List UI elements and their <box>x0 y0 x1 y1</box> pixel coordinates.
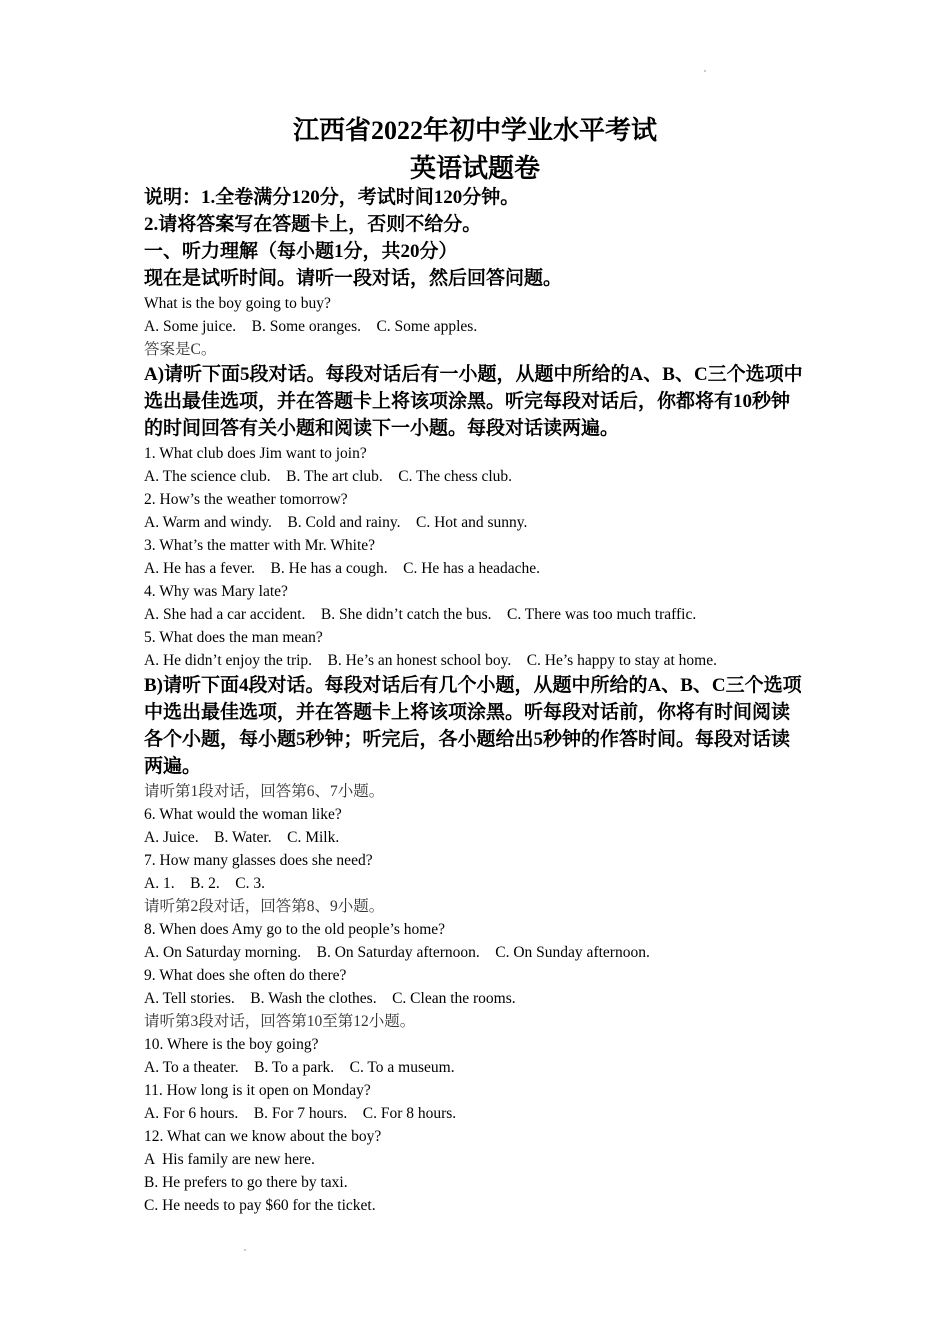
question: 12. What can we know about the boy? <box>144 1128 382 1145</box>
trial-answer: 答案是C。 <box>144 341 217 358</box>
question: 1. What club does Jim want to join? <box>144 445 367 462</box>
option-line: A His family are new here. <box>144 1151 315 1168</box>
scan-speck <box>244 1249 246 1251</box>
question: 11. How long is it open on Monday? <box>144 1082 371 1099</box>
question-options: A. On Saturday morning. B. On Saturday afternoon. C. On Sunday afternoon. <box>144 944 650 961</box>
option-line: B. He prefers to go there by taxi. <box>144 1174 348 1191</box>
section-heading: 一、听力理解（每小题1分，共20分） <box>144 241 458 262</box>
exam-body <box>144 184 808 1217</box>
trial-intro: 现在是试听时间。请听一段对话，然后回答问题。 <box>144 268 563 289</box>
instruction-line: 2.请将答案写在答题卡上，否则不给分。 <box>144 214 482 235</box>
question: 3. What’s the matter with Mr. White? <box>144 537 376 554</box>
part-a-directions: A)请听下面5段对话。每段对话后有一小题，从题中所给的A、B、C三个选项中选出最佳选项，并在答题卡上将该项涂黑。听完每段对话后，你都将有10秒钟的时间回答有关小题和阅读下一小题。每段对话读两遍。 <box>144 364 803 439</box>
question: 8. When does Amy go to the old people’s home? <box>144 921 446 938</box>
question-options: A. He has a fever. B. He has a cough. C. He has a headache. <box>144 560 540 577</box>
trial-question: What is the boy going to buy? <box>144 295 331 312</box>
question-options: A. Tell stories. B. Wash the clothes. C. Clean the rooms. <box>144 990 516 1007</box>
exam-title: 江西省2022年初中学业水平考试 <box>292 116 657 145</box>
part-b-directions: B)请听下面4段对话。每段对话后有几个小题，从题中所给的A、B、C三个选项中选出最佳选项，并在答题卡上将该项涂黑。听每段对话前，你将有时间阅读各个小题，每小题5秒钟；听完后，各小题给出5秒钟的作答时间。每段对话读两遍。 <box>144 675 802 777</box>
question-options: A. Juice. B. Water. C. Milk. <box>144 829 340 846</box>
dialogue-note: 请听第2段对话，回答第8、9小题。 <box>144 898 385 915</box>
question: 2. How’s the weather tomorrow? <box>144 491 348 508</box>
question: 7. How many glasses does she need? <box>144 852 373 869</box>
question: 10. Where is the boy going? <box>144 1036 319 1053</box>
question: 5. What does the man mean? <box>144 629 323 646</box>
scan-speck <box>704 70 706 72</box>
exam-subtitle: 英语试题卷 <box>409 154 540 183</box>
question: 4. Why was Mary late? <box>144 583 288 600</box>
question-options: A. He didn’t enjoy the trip. B. He’s an honest school boy. C. He’s happy to stay at home. <box>144 652 717 669</box>
question-options: A. Warm and windy. B. Cold and rainy. C. Hot and sunny. <box>144 514 528 531</box>
question-options: A. 1. B. 2. C. 3. <box>144 875 265 892</box>
instruction-line: 说明：1.全卷满分120分，考试时间120分钟。 <box>144 187 520 208</box>
question-options: A. She had a car accident. B. She didn’t catch the bus. C. There was too much traffic. <box>144 606 697 623</box>
trial-options: A. Some juice. B. Some oranges. C. Some apples. <box>144 318 478 335</box>
question-options: A. To a theater. B. To a park. C. To a museum. <box>144 1059 455 1076</box>
dialogue-note: 请听第1段对话，回答第6、7小题。 <box>144 783 385 800</box>
option-line: C. He needs to pay $60 for the ticket. <box>144 1197 376 1214</box>
question: 9. What does she often do there? <box>144 967 347 984</box>
question-options: A. For 6 hours. B. For 7 hours. C. For 8 hours. <box>144 1105 457 1122</box>
question: 6. What would the woman like? <box>144 806 342 823</box>
question-options: A. The science club. B. The art club. C. The chess club. <box>144 468 513 485</box>
dialogue-note: 请听第3段对话，回答第10至第12小题。 <box>144 1013 416 1030</box>
